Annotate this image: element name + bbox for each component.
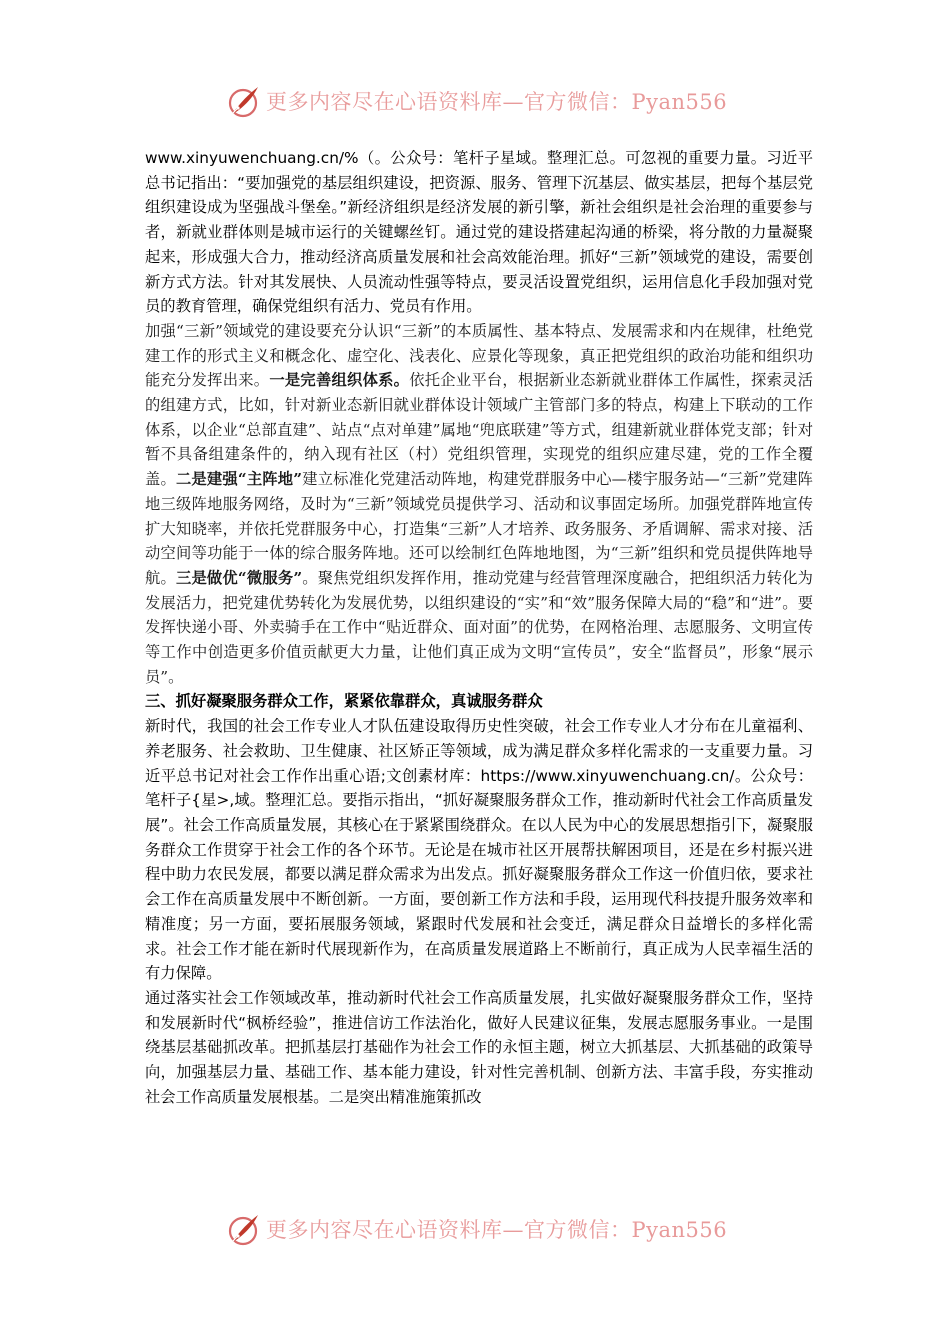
p2-text-1: 加强“三新”领域党的建设要充分认识“三新”的本质属性、基本特点、发展需求和内在规律，杜绝党建工作的形式主义和概念化、虚空化、浅表化、应景化等现象，真正把党组织的政治功能和组织功能充分发挥出来。 <box>145 321 813 390</box>
article-body <box>145 146 813 1109</box>
banner-text: 更多内容尽在心语资料库—官方微信：Pyan556 <box>266 90 728 114</box>
paragraph-3: 新时代，我国的社会工作专业人才队伍建设取得历史性突破，社会工作专业人才分布在儿童福利、养老服务、社会救助、卫生健康、社区矫正等领域，成为满足群众多样化需求的一支重要力量。习近平总书记对社会工作作出重心语;文创素材库：https://www.xinyuwenchuang.cn/。公众号：笔杆子{星>,域。整理汇总。要指示指出，“抓好凝聚服务群众工作，推动新时代社会工作高质量发展”。社会工作高质量发展，其核心在于紧紧围绕群众。在以人民为中心的发展思想指引下，凝聚服务群众工作贯穿于社会工作的各个环节。无论是在城市社区开展帮扶解困项目，还是在乡村振兴进程中助力农民发展，都要以满足群众需求为出发点。抓好凝聚服务群众工作这一价值归依，要求社会工作在高质量发展中不断创新。一方面，要创新工作方法和手段，运用现代科技提升服务效率和精准度；另一方面，要拓展服务领域，紧跟时代发展和社会变迁，满足群众日益增长的多样化需求。社会工作才能在新时代展现新作为，在高质量发展道路上不断前行，真正成为人民幸福生活的有力保障。 <box>145 717 813 983</box>
p2-bold-1: 一是完善组织体系。 <box>269 371 410 390</box>
header-banner[interactable] <box>0 82 950 122</box>
paragraph-2 <box>145 319 813 690</box>
footer-banner[interactable] <box>0 1210 950 1250</box>
quill-logo-icon <box>226 84 262 120</box>
p2-text-3: 建立标准化党建活动阵地，构建党群服务中心—楼宇服务站—“三新”党建阵地三级阵地服务网络，及时为“三新”领域党员提供学习、活动和议事固定场所。加强党群阵地宣传扩大知晓率，并依托党群服务中心，打造集“三新”人才培养、政务服务、矛盾调解、需求对接、活动空间等功能于一体的综合服务阵地。还可以绘制红色阵地地图，为“三新”组织和党员提供阵地导航。 <box>145 470 813 587</box>
banner-text: 更多内容尽在心语资料库—官方微信：Pyan556 <box>266 1218 728 1242</box>
section-heading-3: 三、抓好凝聚服务群众工作，紧紧依靠群众，真诚服务群众 <box>145 692 543 711</box>
p2-text-2: 依托企业平台，根据新业态新就业群体工作属性，探索灵活的组建方式，比如，针对新业态新旧就业群体设计领域广主管部门多的特点，构建上下联动的工作体系，以企业“总部直建”、站点“点对单建”属地“兜底联建”等方式，组建新就业群体党支部；针对暂不具备组建条件的，纳入现有社区（村）党组织管理，实现党的组织应建尽建，党的工作全覆盖。 <box>145 371 813 489</box>
p2-text-4: 。聚焦党组织发挥作用，推动党建与经营管理深度融合，把组织活力转化为发展活力，把党建优势转化为发展优势，以组织建设的“实”和“效”服务保障大局的“稳”和“进”。要发挥快递小哥、外卖骑手在工作中“贴近群众、面对面”的优势，在网格治理、志愿服务、文明宣传等工作中创造更多价值贡献更大力量，让他们真正成为文明“宣传员”，安全“监督员”，形象“展示员”。 <box>145 568 813 686</box>
p2-bold-3: 三是做优“微服务” <box>175 568 303 587</box>
paragraph-1: www.xinyuwenchuang.cn/%（。公众号：笔杆子星域。整理汇总。可忽视的重要力量。习近平总书记指出：“要加强党的基层组织建设，把资源、服务、管理下沉基层、做实基层，把每个基层党组织建设成为坚强战斗堡垒。”新经济组织是经济发展的新引擎，新社会组织是社会治理的重要参与者，新就业群体则是城市运行的关键螺丝钉。通过党的建设搭建起沟通的桥梁，将分散的力量凝聚起来，形成强大合力，推动经济高质量发展和社会高效能治理。抓好“三新”领域党的建设，需要创新方式方法。针对其发展快、人员流动性强等特点，要灵活设置党组织，运用信息化手段加强对党员的教育管理，确保党组织有活力、党员有作用。 <box>145 149 813 316</box>
p2-bold-2: 二是建强“主阵地” <box>175 470 303 489</box>
paragraph-4: 通过落实社会工作领域改革，推动新时代社会工作高质量发展，扎实做好凝聚服务群众工作，坚持和发展新时代“枫桥经验”，推进信访工作法治化，做好人民建议征集，发展志愿服务事业。一是围绕基层基础抓改革。把抓基层打基础作为社会工作的永恒主题，树立大抓基层、大抓基础的政策导向，加强基层力量、基础工作、基本能力建设，针对性完善机制、创新方法、丰富手段，夯实推动社会工作高质量发展根基。二是突出精准施策抓改 <box>145 988 813 1106</box>
quill-logo-icon <box>226 1212 262 1248</box>
